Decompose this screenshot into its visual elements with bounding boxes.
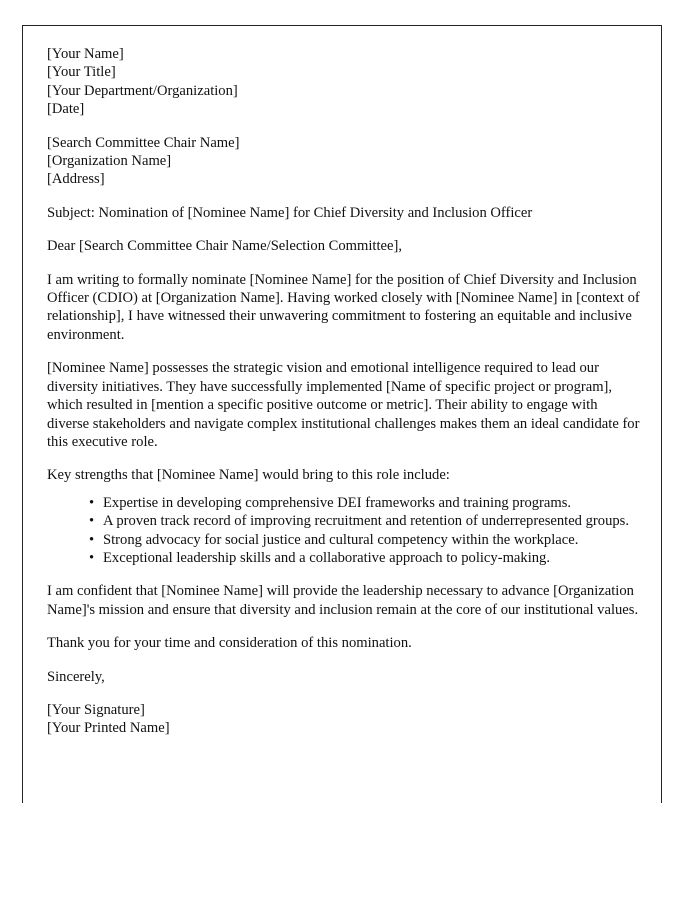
- letter-body: [47, 45, 641, 738]
- list-item: • Strong advocacy for social justice and cultural competency within the workplace.: [89, 531, 641, 549]
- sender-line: [Your Title]: [47, 64, 116, 81]
- list-item: • Exceptional leadership skills and a collaborative approach to policy-making.: [89, 549, 641, 567]
- recipient-line: [Organization Name]: [47, 153, 172, 170]
- subject-line: Subject: Nomination of [Nominee Name] for Chief Diversity and Inclusion Officer: [47, 204, 533, 221]
- closing-paragraph: I am confident that [Nominee Name] will provide the leadership necessary to advance [Organization Name]'s mission and ensure that diversity and inclusion remain at the core of our institutional values.: [47, 583, 639, 618]
- list-item: • Expertise in developing comprehensive DEI frameworks and training programs.: [89, 494, 641, 512]
- key-strengths-intro: Key strengths that [Nominee Name] would bring to this role include:: [47, 467, 450, 484]
- sender-line: [Date]: [47, 101, 85, 118]
- sender-line: [Your Department/Organization]: [47, 82, 238, 99]
- list-item: • A proven track record of improving recruitment and retention of underrepresented groups.: [89, 512, 641, 530]
- recipient-line: [Address]: [47, 171, 105, 188]
- salutation-line: Dear [Search Committee Chair Name/Selection Committee],: [47, 238, 403, 255]
- body-paragraph: [Nominee Name] possesses the strategic vision and emotional intelligence required to lead our diversity initiatives. They have successfully implemented [Name of specific project or program], which resulted in [mention a specific positive outcome or metric]. Their ability to engage with diverse stakeholders and navigate complex institutional challenges makes them an ideal candidate for this executive role.: [47, 360, 640, 450]
- sender-address-block: [47, 45, 641, 119]
- signature-line: [Your Signature]: [47, 701, 145, 718]
- recipient-line: [Search Committee Chair Name]: [47, 134, 240, 151]
- body-paragraph: I am writing to formally nominate [Nominee Name] for the position of Chief Diversity and Inclusion Officer (CDIO) at [Organization Name]. Having worked closely with [Nominee Name] in [context of relationship], I have witnessed their unwavering commitment to fostering an equitable and inclusive environment.: [47, 271, 640, 343]
- key-strengths-list: [47, 494, 641, 568]
- thank-you-paragraph: Thank you for your time and consideration of this nomination.: [47, 635, 412, 652]
- recipient-address-block: [47, 134, 641, 189]
- signoff-line: Sincerely,: [47, 668, 105, 685]
- signature-block: [47, 701, 641, 738]
- printed-name-line: [Your Printed Name]: [47, 720, 170, 737]
- key-strengths-section: [47, 466, 641, 567]
- sender-line: [Your Name]: [47, 46, 124, 62]
